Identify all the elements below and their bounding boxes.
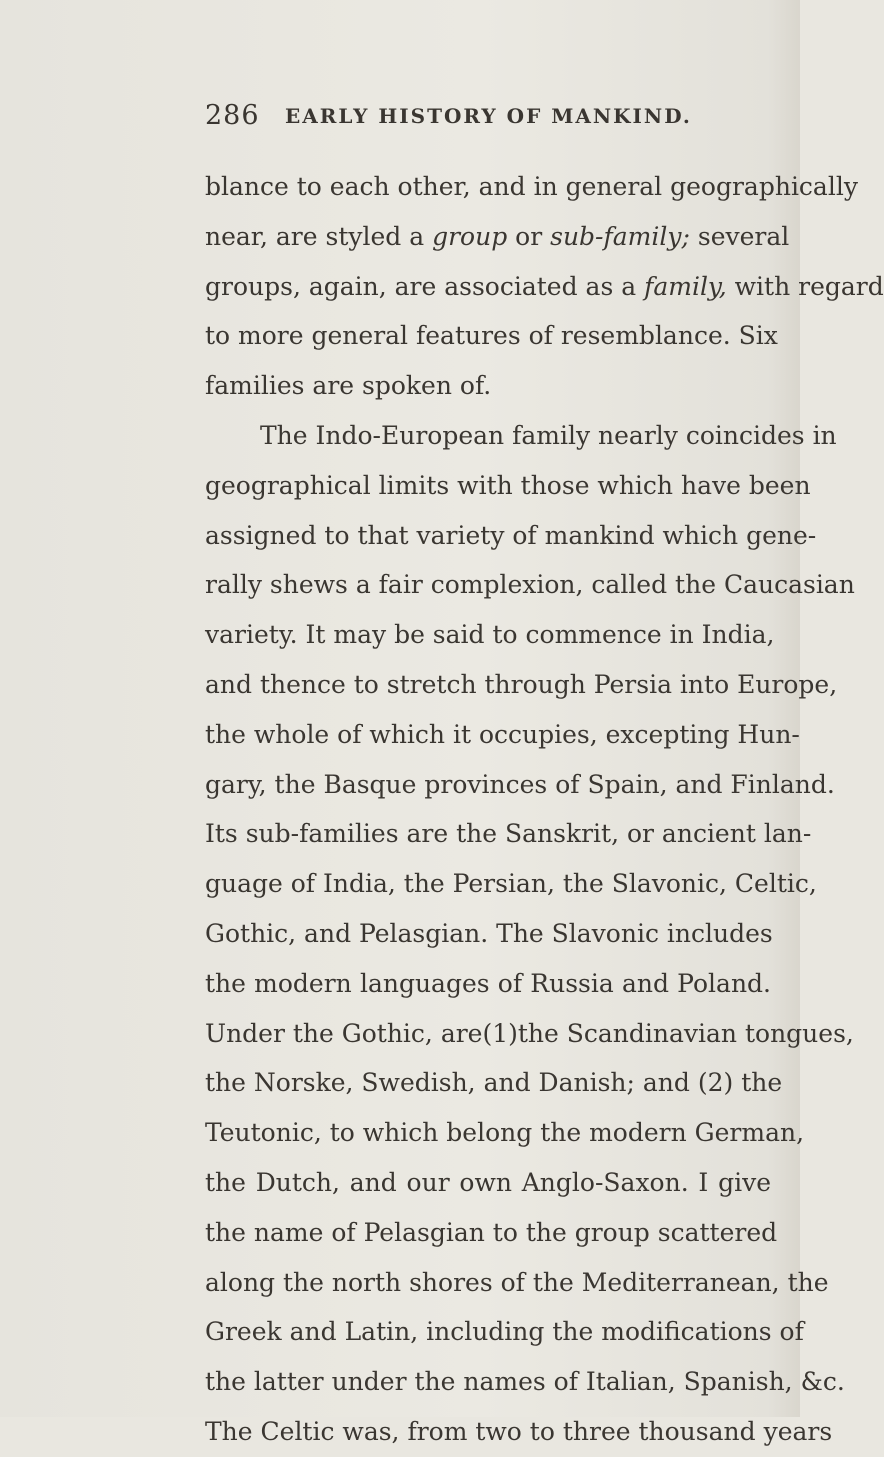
text-segment: and thence to stretch through Persia into Europe, bbox=[205, 669, 838, 699]
text-line bbox=[205, 560, 855, 610]
text-segment: near, are styled a bbox=[205, 221, 433, 251]
text-line bbox=[205, 760, 835, 810]
text-line bbox=[205, 660, 838, 710]
text-segment: the Dutch, and our own Anglo-Saxon. I give bbox=[205, 1167, 771, 1197]
text-segment: the modern languages of Russia and Poland. bbox=[205, 968, 771, 998]
text-line bbox=[205, 959, 771, 1009]
text-line bbox=[205, 610, 775, 660]
text-line bbox=[205, 511, 817, 561]
text-line bbox=[205, 710, 800, 760]
italic-term: sub-family; bbox=[550, 221, 690, 251]
text-line bbox=[205, 1108, 805, 1158]
text-segment: or bbox=[507, 221, 551, 251]
text-line bbox=[205, 909, 771, 959]
page-header bbox=[205, 100, 725, 140]
text-segment: families are spoken of. bbox=[205, 371, 492, 401]
text-segment: to more general features of resemblance. Six bbox=[205, 321, 778, 351]
text-line bbox=[205, 1058, 783, 1108]
text-line bbox=[205, 162, 858, 212]
body-text bbox=[205, 162, 884, 1457]
text-segment: the whole of which it occupies, excepting Hun- bbox=[205, 719, 800, 749]
text-line bbox=[205, 1307, 804, 1357]
text-line bbox=[205, 1158, 771, 1208]
text-segment: assigned to that variety of mankind which gene- bbox=[205, 520, 817, 550]
text-segment: the name of Pelasgian to the group scattered bbox=[205, 1217, 778, 1247]
text-line bbox=[205, 311, 778, 361]
text-line bbox=[205, 411, 837, 461]
text-line bbox=[205, 212, 790, 262]
text-segment: geographical limits with those which have been bbox=[205, 470, 811, 500]
text-line bbox=[205, 1407, 833, 1457]
text-segment: guage of India, the Persian, the Slavonic, Celtic, bbox=[205, 869, 817, 899]
text-segment: gary, the Basque provinces of Spain, and Finland. bbox=[205, 769, 835, 799]
italic-term: family, bbox=[644, 271, 727, 301]
text-segment: rally shews a fair complexion, called the Caucasian bbox=[205, 570, 855, 600]
text-segment: Under the Gothic, are(1)the Scandinavian tongues, bbox=[205, 1018, 854, 1048]
text-segment: Gothic, and Pelasgian. The Slavonic includes bbox=[205, 918, 773, 948]
text-segment: groups, again, are associated as a bbox=[205, 271, 645, 301]
text-segment: blance to each other, and in general geographically bbox=[205, 172, 858, 201]
text-segment: the latter under the names of Italian, Spanish, &c. bbox=[205, 1367, 845, 1397]
italic-term: group bbox=[432, 221, 508, 251]
text-segment: with regard bbox=[726, 271, 884, 301]
text-segment: The Celtic was, from two to three thousand years bbox=[205, 1416, 833, 1446]
text-segment: along the north shores of the Mediterranean, the bbox=[205, 1267, 829, 1297]
text-line bbox=[205, 859, 817, 909]
running-head: EARLY HISTORY OF MANKIND. bbox=[285, 104, 692, 128]
text-line bbox=[205, 1258, 829, 1308]
text-line bbox=[205, 461, 811, 511]
page-number: 286 bbox=[205, 100, 260, 131]
text-line bbox=[205, 809, 812, 859]
text-segment: several bbox=[689, 221, 790, 251]
text-segment: The Indo-European family nearly coincides in bbox=[260, 420, 837, 450]
text-line bbox=[205, 1009, 854, 1059]
text-line bbox=[205, 262, 884, 312]
text-segment: the Norske, Swedish, and Danish; and (2) the bbox=[205, 1068, 783, 1098]
text-line bbox=[205, 1208, 778, 1258]
text-line bbox=[205, 361, 771, 411]
text-line bbox=[205, 1357, 845, 1407]
text-segment: variety. It may be said to commence in India, bbox=[205, 620, 775, 650]
text-segment: Teutonic, to which belong the modern German, bbox=[205, 1118, 805, 1148]
text-segment: Greek and Latin, including the modifications of bbox=[205, 1317, 804, 1347]
text-segment: Its sub-families are the Sanskrit, or ancient lan- bbox=[205, 819, 812, 849]
